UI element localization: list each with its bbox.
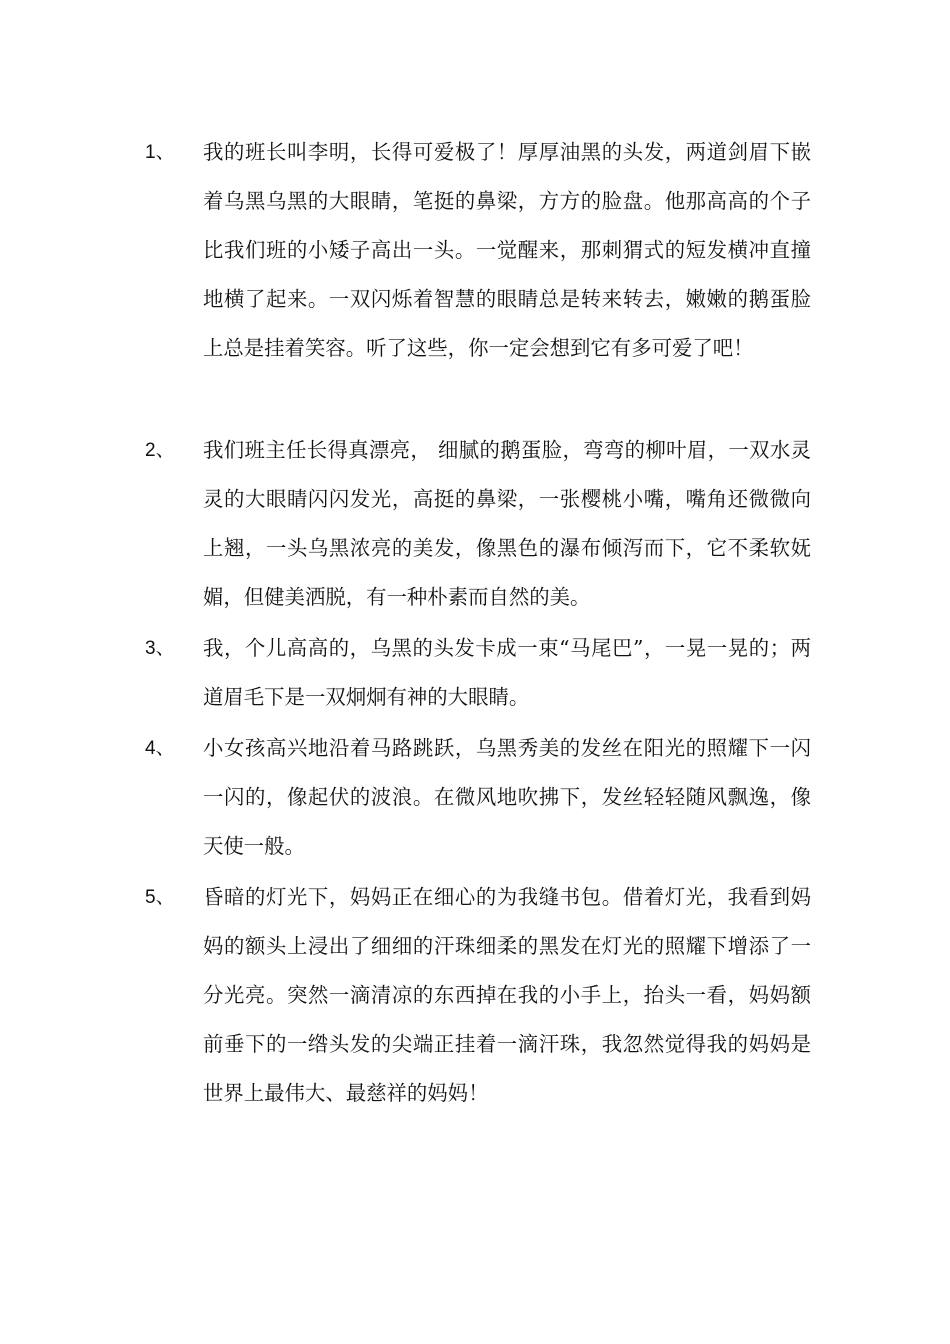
item-text: 小女孩高兴地沿着马路跳跃，乌黑秀美的发丝在阳光的照耀下一闪一闪的，像起伏的波浪。在微风地吹拂下，发丝轻轻随风飘逸，像天使一般。 bbox=[203, 736, 811, 858]
item-text: 我们班主任长得真漂亮， 细腻的鹅蛋脸，弯弯的柳叶眉，一双水灵灵的大眼睛闪闪发光，高挺的鼻梁，一张樱桃小嘴，嘴角还微微向上翘，一头乌黑浓亮的美发，像黑色的瀑布倾泻而下，它不柔软妩媚，但健美洒脱，有一种朴素而自然的美。 bbox=[203, 438, 811, 609]
item-number: 4、 bbox=[145, 738, 175, 759]
item-number: 1、 bbox=[145, 142, 175, 163]
item-text: 我的班长叫李明，长得可爱极了！厚厚油黑的头发，两道剑眉下嵌着乌黑乌黑的大眼睛，笔挺的鼻梁，方方的脸盘。他那高高的个子比我们班的小矮子高出一头。一觉醒来，那刺猬式的短发横冲直撞地横了起来。一双闪烁着智慧的眼睛总是转来转去，嫩嫩的鹅蛋脸上总是挂着笑容。听了这些，你一定会想到它有多可爱了吧！ bbox=[203, 140, 811, 360]
item-number: 3、 bbox=[145, 638, 175, 659]
item-number: 5、 bbox=[145, 887, 175, 908]
item-number: 2、 bbox=[145, 440, 175, 461]
item-text: 我，个儿高高的，乌黑的头发卡成一束“马尾巴”，一晃一晃的；两道眉毛下是一双炯炯有神的大眼睛。 bbox=[203, 636, 811, 709]
item-text: 昏暗的灯光下，妈妈正在细心的为我缝书包。借着灯光，我看到妈妈的额头上浸出了细细的汗珠细柔的黑发在灯光的照耀下增添了一分光亮。突然一滴清凉的东西掉在我的小手上，抬头一看，妈妈额前垂下的一绺头发的尖端正挂着一滴汗珠，我忽然觉得我的妈妈是世界上最伟大、最慈祥的妈妈！ bbox=[203, 885, 811, 1105]
